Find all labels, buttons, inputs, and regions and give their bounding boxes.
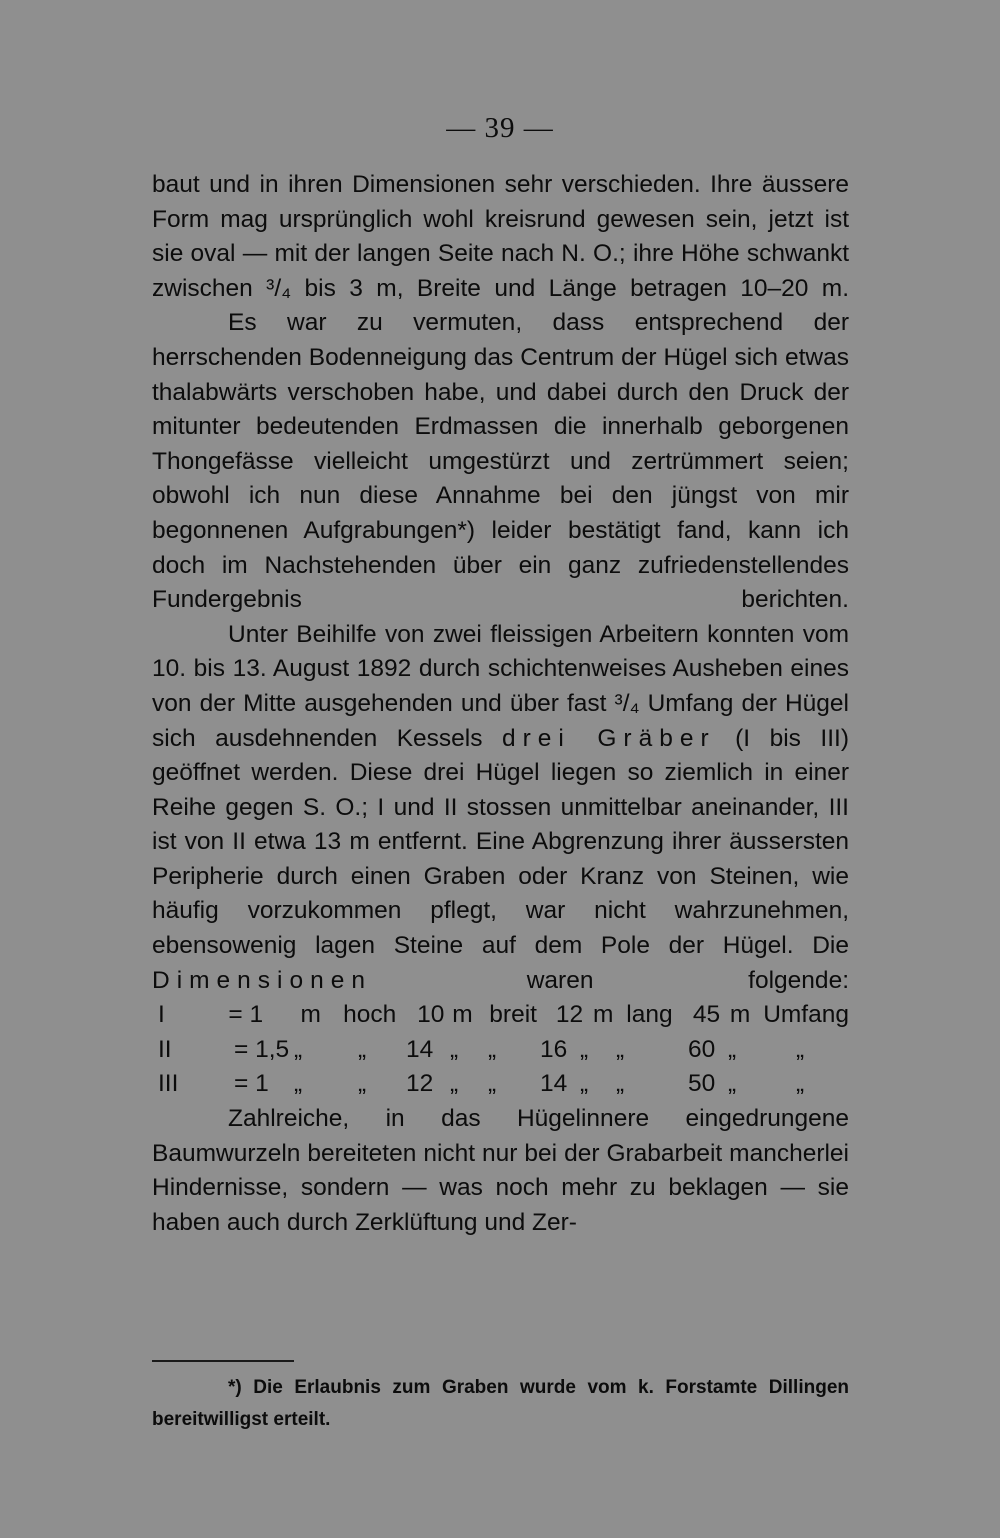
dimensions-row-1 (158, 998, 849, 1033)
paragraph-3 (152, 618, 849, 999)
cell: „ (358, 1035, 367, 1063)
cell: m (452, 1001, 473, 1029)
paragraph-2: Es war zu vermuten, dass entsprechend der herrschenden Bodenneigung das Centrum der Hügel sich etwas thalabwärts verschoben habe, und dabei durch den Druck der mitunter bedeutenden Erdmassen die innerhalb geborgenen Thongefässe vielleicht umgestürzt und zertrümmert seien; obwohl ich nun diese Annahme bei den jüngst von mir begonnenen Aufgrabungen*) leider bestätigt fand, kann ich doch im Nachstehenden über ein ganz zufriedenstellendes Fundergebnis berichten. (152, 309, 849, 614)
cell: I (158, 1001, 165, 1029)
footnote: *) Die Erlaubnis zum Graben wurde vom k. Forstamte Dillingen bereitwilligst erteilt. (152, 1377, 849, 1430)
emphasis-drei-graeber: drei Gräber (502, 724, 716, 752)
cell: „ (728, 1035, 737, 1063)
cell: „ (728, 1070, 737, 1098)
cell: m (300, 1001, 321, 1029)
cell: = 1 (228, 1001, 264, 1029)
cell: 16 (540, 1035, 568, 1063)
cell: „ (580, 1035, 589, 1063)
page-number: — 39 — (446, 112, 554, 144)
cell: 12 (406, 1070, 434, 1098)
cell: III (158, 1070, 179, 1098)
dimensions-row-3 (158, 1067, 849, 1102)
cell: „ (294, 1035, 303, 1063)
cell: „ (488, 1035, 497, 1063)
paragraph-1: baut und in ihren Dimensionen sehr verschieden. Ihre äussere Form mag ursprünglich wohl kreisrund gewesen sein, jetzt ist sie oval — mit der langen Seite nach N. O.; ihre Höhe schwankt zwischen ³/₄ bis 3 m, Breite und Länge betragen 10–20 m. (152, 171, 849, 302)
cell: lang (626, 1001, 673, 1029)
cell: 45 (692, 1001, 721, 1029)
cell: „ (488, 1070, 497, 1098)
footnote-rule (152, 1360, 294, 1362)
paragraph-3-text-b: (I bis III) geöffnet werden. Diese drei Hügel liegen so ziemlich in einer Reihe gegen S. O.; I und II stossen unmittelbar aneinander, III ist von II etwa 13 m entfernt. Eine Abgrenzung ihrer äussersten Peripherie durch einen Graben oder Kranz von Steinen, wie häufig vorzukommen pflegt, war nicht wahrzunehmen, ebensowenig lagen Steine auf dem Pole der Hügel. Die (152, 724, 850, 960)
paragraph-3-text-a: Unter Beihilfe von zwei fleissigen Arbeitern konnten vom 10. bis 13. August 1892 durch schichtenweises Ausheben eines von der Mitte ausgehenden und über fast ³/₄ Umfang der Hügel sich ausdehnenden Kessels (152, 620, 849, 752)
cell: Umfang (763, 1001, 849, 1029)
cell: 12 (555, 1001, 584, 1029)
cell: hoch (343, 1001, 397, 1029)
cell: m (729, 1001, 751, 1029)
body-text (152, 168, 849, 1240)
cell: „ (450, 1070, 459, 1098)
cell: = 1 (234, 1070, 269, 1098)
cell: m (592, 1001, 614, 1029)
cell: 14 (540, 1070, 568, 1098)
cell: „ (796, 1035, 805, 1063)
paragraph-3-text-c: waren folgende: (526, 966, 849, 994)
cell: 10 (417, 1001, 445, 1029)
cell: „ (616, 1070, 625, 1098)
emphasis-dimensionen: Dimensionen (152, 966, 372, 994)
cell: „ (450, 1035, 459, 1063)
cell: „ (358, 1070, 367, 1098)
cell: „ (580, 1070, 589, 1098)
cell: „ (294, 1070, 303, 1098)
cell: 60 (688, 1035, 716, 1063)
cell: breit (489, 1001, 537, 1029)
dimensions-row-2 (158, 1033, 849, 1068)
cell: = 1,5 (234, 1035, 290, 1063)
cell: „ (796, 1070, 805, 1098)
dimensions-table (152, 998, 849, 1102)
cell: „ (616, 1035, 625, 1063)
cell: 14 (406, 1035, 434, 1063)
paragraph-4: Zahlreiche, in das Hügelinnere eingedrungene Baumwurzeln bereiteten nicht nur bei der Grabarbeit mancherlei Hindernisse, sondern — was noch mehr zu beklagen — sie haben auch durch Zerklüftung und Zer- (152, 1105, 849, 1236)
cell: II (158, 1035, 172, 1063)
cell: 50 (688, 1070, 716, 1098)
